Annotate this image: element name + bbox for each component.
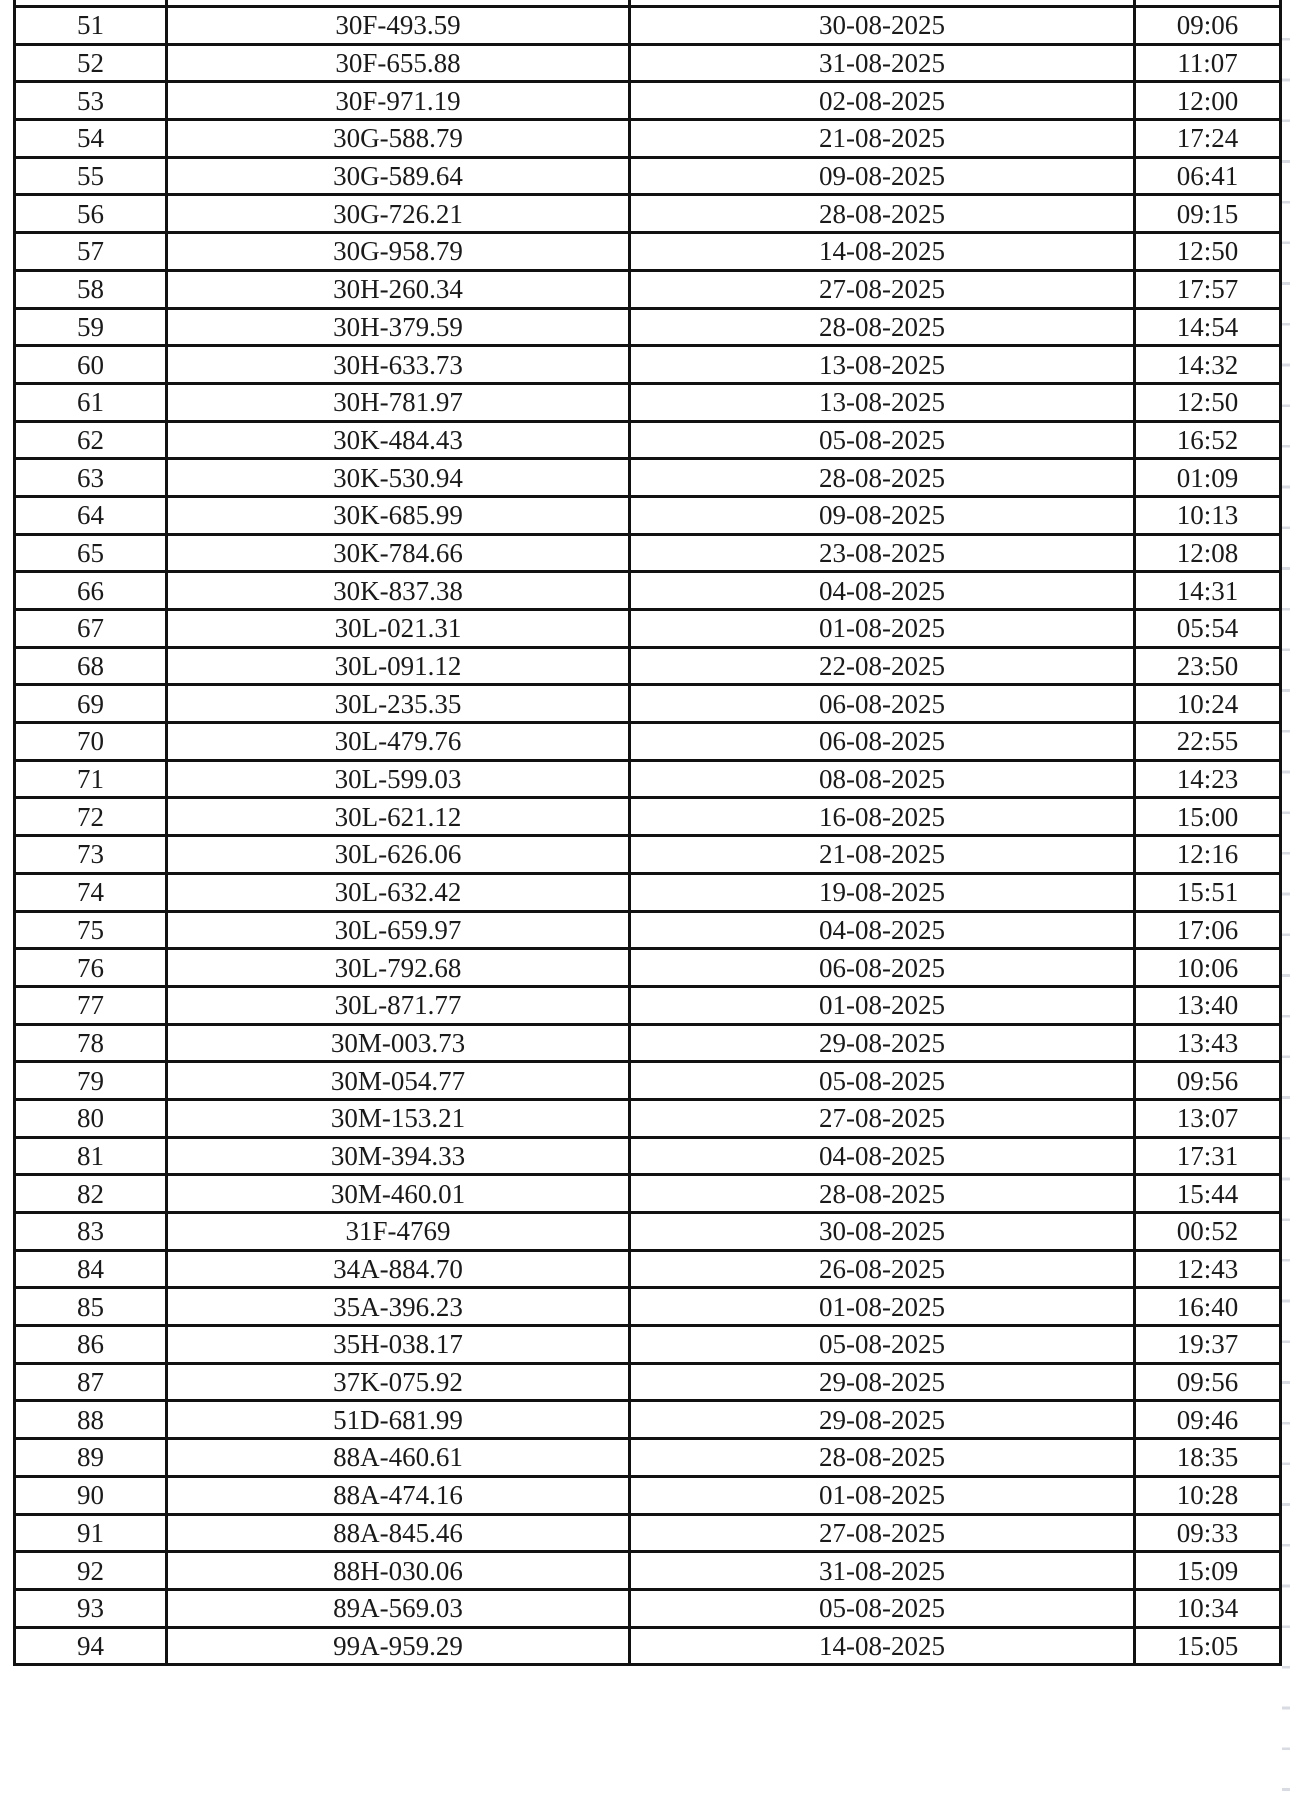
cell-no: 56 — [15, 195, 167, 233]
cell-date: 05-08-2025 — [630, 1589, 1135, 1627]
cell-no: 82 — [15, 1175, 167, 1213]
cell-date: 21-08-2025 — [630, 836, 1135, 874]
table-row — [15, 1589, 1281, 1627]
cell-no: 86 — [15, 1326, 167, 1364]
table-row — [15, 1476, 1281, 1514]
cell-date: 29-08-2025 — [630, 1024, 1135, 1062]
table-row — [15, 1137, 1281, 1175]
cell-time: 11:07 — [1135, 44, 1281, 82]
cell-no: 77 — [15, 986, 167, 1024]
cell-no: 67 — [15, 610, 167, 648]
records-table — [13, 0, 1282, 1666]
table-row — [15, 723, 1281, 761]
cell-time: 12:43 — [1135, 1250, 1281, 1288]
cell-no: 61 — [15, 383, 167, 421]
cell-date: 23-08-2025 — [630, 534, 1135, 572]
table-row — [15, 1514, 1281, 1552]
cell-time: 10:06 — [1135, 949, 1281, 987]
cell-no: 63 — [15, 459, 167, 497]
cell-time: 12:50 — [1135, 383, 1281, 421]
cell-no: 52 — [15, 44, 167, 82]
table-row — [15, 82, 1281, 120]
cell-no: 69 — [15, 685, 167, 723]
table-row — [15, 760, 1281, 798]
table-row — [15, 1288, 1281, 1326]
cell-plate: 30L-621.12 — [167, 798, 630, 836]
cell-no: 55 — [15, 157, 167, 195]
cell-no: 57 — [15, 233, 167, 271]
cell-date: 05-08-2025 — [630, 1062, 1135, 1100]
cell-plate: 30F-971.19 — [167, 82, 630, 120]
cell-no: 85 — [15, 1288, 167, 1326]
cell-no: 72 — [15, 798, 167, 836]
cell-no: 78 — [15, 1024, 167, 1062]
cell-time: 16:52 — [1135, 421, 1281, 459]
cell-plate: 30L-632.42 — [167, 873, 630, 911]
cell-time: 12:08 — [1135, 534, 1281, 572]
cell-time: 09:33 — [1135, 1514, 1281, 1552]
cell-date: 13-08-2025 — [630, 383, 1135, 421]
cell-time: 17:24 — [1135, 120, 1281, 158]
cell-time: 06:41 — [1135, 157, 1281, 195]
cell-plate: 99A-959.29 — [167, 1627, 630, 1665]
cell-no: 76 — [15, 949, 167, 987]
cell-plate: 30L-235.35 — [167, 685, 630, 723]
cell-plate: 51D-681.99 — [167, 1401, 630, 1439]
table-row — [15, 873, 1281, 911]
cell-date: 08-08-2025 — [630, 760, 1135, 798]
cell-no: 84 — [15, 1250, 167, 1288]
cell-date: 04-08-2025 — [630, 1137, 1135, 1175]
records-table-body — [15, 0, 1281, 1665]
cell-plate: 88A-460.61 — [167, 1439, 630, 1477]
table-row — [15, 534, 1281, 572]
cell-time: 16:40 — [1135, 1288, 1281, 1326]
cell-plate: 30F-493.59 — [167, 7, 630, 45]
cell-plate: 37K-075.92 — [167, 1363, 630, 1401]
cell-no: 79 — [15, 1062, 167, 1100]
cell-date: 05-08-2025 — [630, 1326, 1135, 1364]
cell-date: 06-08-2025 — [630, 685, 1135, 723]
cell-plate: 30G-588.79 — [167, 120, 630, 158]
cell-time: 09:46 — [1135, 1401, 1281, 1439]
table-row — [15, 7, 1281, 45]
cell-plate: 88A-845.46 — [167, 1514, 630, 1552]
cell-plate: 30M-003.73 — [167, 1024, 630, 1062]
cell-date: 31-08-2025 — [630, 1552, 1135, 1590]
cell-date: 27-08-2025 — [630, 1099, 1135, 1137]
cell-plate: 30G-589.64 — [167, 157, 630, 195]
cell-plate: 30H-379.59 — [167, 308, 630, 346]
cell-no: 53 — [15, 82, 167, 120]
cell-date: 19-08-2025 — [630, 873, 1135, 911]
cell-plate: 30L-626.06 — [167, 836, 630, 874]
cell-time: 22:55 — [1135, 723, 1281, 761]
table-row — [15, 1627, 1281, 1665]
cell-no: 66 — [15, 572, 167, 610]
cell-date: 28-08-2025 — [630, 459, 1135, 497]
cell-time: 14:32 — [1135, 346, 1281, 384]
cell-plate: 30K-484.43 — [167, 421, 630, 459]
cell-date: 29-08-2025 — [630, 1363, 1135, 1401]
cell-date: 28-08-2025 — [630, 308, 1135, 346]
cell-no: 88 — [15, 1401, 167, 1439]
cell-no: 71 — [15, 760, 167, 798]
cell-time: 10:24 — [1135, 685, 1281, 723]
cell-plate: 30G-958.79 — [167, 233, 630, 271]
cell-plate: 31F-4769 — [167, 1213, 630, 1251]
cell-date: 16-08-2025 — [630, 798, 1135, 836]
cell-no: 65 — [15, 534, 167, 572]
table-row — [15, 949, 1281, 987]
cell-plate: 30M-054.77 — [167, 1062, 630, 1100]
cell-time: 09:15 — [1135, 195, 1281, 233]
cell-date: 30-08-2025 — [630, 7, 1135, 45]
cell-time: 13:07 — [1135, 1099, 1281, 1137]
cell-time: 15:09 — [1135, 1552, 1281, 1590]
cell-date: 01-08-2025 — [630, 1288, 1135, 1326]
cell-no: 59 — [15, 308, 167, 346]
cell-date: 14-08-2025 — [630, 233, 1135, 271]
cell-time: 13:43 — [1135, 1024, 1281, 1062]
cell-time: 18:35 — [1135, 1439, 1281, 1477]
cell-date: 09-08-2025 — [630, 157, 1135, 195]
cell-no: 54 — [15, 120, 167, 158]
cell-plate: 35H-038.17 — [167, 1326, 630, 1364]
cell-date: 21-08-2025 — [630, 120, 1135, 158]
cell-time: 19:37 — [1135, 1326, 1281, 1364]
cell-time: 00:52 — [1135, 1213, 1281, 1251]
cell-date: 27-08-2025 — [630, 1514, 1135, 1552]
cell-date: 30-08-2025 — [630, 1213, 1135, 1251]
table-row — [15, 1439, 1281, 1477]
table-row — [15, 986, 1281, 1024]
table-row — [15, 836, 1281, 874]
cell-time: 13:40 — [1135, 986, 1281, 1024]
table-row — [15, 1213, 1281, 1251]
table-row — [15, 1552, 1281, 1590]
cell-date: 27-08-2025 — [630, 270, 1135, 308]
table-row — [15, 572, 1281, 610]
cell-time: 15:44 — [1135, 1175, 1281, 1213]
table-row — [15, 120, 1281, 158]
table-row — [15, 157, 1281, 195]
cell-no: 89 — [15, 1439, 167, 1477]
cell-plate: 30K-530.94 — [167, 459, 630, 497]
cell-time: 12:50 — [1135, 233, 1281, 271]
cell-time: 12:00 — [1135, 82, 1281, 120]
cell-plate: 30H-260.34 — [167, 270, 630, 308]
table-row — [15, 44, 1281, 82]
cell-no: 80 — [15, 1099, 167, 1137]
cell-no: 87 — [15, 1363, 167, 1401]
cell-plate: 30L-091.12 — [167, 647, 630, 685]
cell-no: 90 — [15, 1476, 167, 1514]
table-row — [15, 383, 1281, 421]
cell-date: 06-08-2025 — [630, 723, 1135, 761]
cell-date: 22-08-2025 — [630, 647, 1135, 685]
cell-time: 10:13 — [1135, 496, 1281, 534]
cell-date: 06-08-2025 — [630, 949, 1135, 987]
table-row — [15, 1175, 1281, 1213]
cell-time: 12:16 — [1135, 836, 1281, 874]
table-row — [15, 1062, 1281, 1100]
cell-date: 04-08-2025 — [630, 911, 1135, 949]
table-row — [15, 1326, 1281, 1364]
cell-plate: 30K-784.66 — [167, 534, 630, 572]
table-row — [15, 685, 1281, 723]
table-row — [15, 270, 1281, 308]
cell-plate: 30L-792.68 — [167, 949, 630, 987]
cell-no: 83 — [15, 1213, 167, 1251]
table-row — [15, 1363, 1281, 1401]
cell-no: 74 — [15, 873, 167, 911]
table-row — [15, 911, 1281, 949]
cell-plate: 30L-599.03 — [167, 760, 630, 798]
table-row — [15, 421, 1281, 459]
cell-date: 28-08-2025 — [630, 1439, 1135, 1477]
cell-no: 94 — [15, 1627, 167, 1665]
cell-time: 10:34 — [1135, 1589, 1281, 1627]
table-row — [15, 1401, 1281, 1439]
cell-date: 13-08-2025 — [630, 346, 1135, 384]
cell-date: 31-08-2025 — [630, 44, 1135, 82]
cell-time: 17:57 — [1135, 270, 1281, 308]
table-row — [15, 1099, 1281, 1137]
cell-no: 73 — [15, 836, 167, 874]
cell-plate: 30L-659.97 — [167, 911, 630, 949]
cell-no: 75 — [15, 911, 167, 949]
table-row — [15, 1250, 1281, 1288]
cell-date: 14-08-2025 — [630, 1627, 1135, 1665]
cell-plate: 30M-153.21 — [167, 1099, 630, 1137]
table-row — [15, 1024, 1281, 1062]
table-row — [15, 798, 1281, 836]
cell-plate: 30H-781.97 — [167, 383, 630, 421]
cell-time: 14:54 — [1135, 308, 1281, 346]
cell-no: 92 — [15, 1552, 167, 1590]
cell-no: 51 — [15, 7, 167, 45]
cell-no: 81 — [15, 1137, 167, 1175]
table-row — [15, 308, 1281, 346]
cell-date: 01-08-2025 — [630, 986, 1135, 1024]
table-row — [15, 496, 1281, 534]
cell-no: 93 — [15, 1589, 167, 1627]
cell-plate: 30L-479.76 — [167, 723, 630, 761]
cell-plate: 34A-884.70 — [167, 1250, 630, 1288]
cell-time: 05:54 — [1135, 610, 1281, 648]
cell-plate: 88H-030.06 — [167, 1552, 630, 1590]
cell-date: 04-08-2025 — [630, 572, 1135, 610]
cell-time: 14:31 — [1135, 572, 1281, 610]
table-row — [15, 459, 1281, 497]
cell-time: 17:31 — [1135, 1137, 1281, 1175]
cell-plate: 30H-633.73 — [167, 346, 630, 384]
cell-time: 23:50 — [1135, 647, 1281, 685]
cell-time: 09:56 — [1135, 1062, 1281, 1100]
sheet-grid-margin — [1282, 0, 1290, 1810]
cell-time: 17:06 — [1135, 911, 1281, 949]
cell-date: 09-08-2025 — [630, 496, 1135, 534]
cell-time: 15:00 — [1135, 798, 1281, 836]
cell-time: 14:23 — [1135, 760, 1281, 798]
cell-plate: 30F-655.88 — [167, 44, 630, 82]
cell-plate: 30G-726.21 — [167, 195, 630, 233]
cell-plate: 35A-396.23 — [167, 1288, 630, 1326]
cell-plate: 88A-474.16 — [167, 1476, 630, 1514]
cell-no: 68 — [15, 647, 167, 685]
cell-date: 05-08-2025 — [630, 421, 1135, 459]
cell-plate: 30K-837.38 — [167, 572, 630, 610]
cell-no: 70 — [15, 723, 167, 761]
table-row — [15, 610, 1281, 648]
cell-time: 15:51 — [1135, 873, 1281, 911]
cell-plate: 30L-021.31 — [167, 610, 630, 648]
cell-plate: 30M-394.33 — [167, 1137, 630, 1175]
cell-date: 01-08-2025 — [630, 610, 1135, 648]
cell-date: 28-08-2025 — [630, 1175, 1135, 1213]
cell-time: 10:28 — [1135, 1476, 1281, 1514]
cell-time: 01:09 — [1135, 459, 1281, 497]
table-row — [15, 647, 1281, 685]
cell-no: 62 — [15, 421, 167, 459]
table-row — [15, 195, 1281, 233]
cell-no: 58 — [15, 270, 167, 308]
cell-time: 15:05 — [1135, 1627, 1281, 1665]
cell-time: 09:56 — [1135, 1363, 1281, 1401]
cell-time: 09:06 — [1135, 7, 1281, 45]
cell-no: 91 — [15, 1514, 167, 1552]
cell-date: 29-08-2025 — [630, 1401, 1135, 1439]
cell-date: 28-08-2025 — [630, 195, 1135, 233]
cell-date: 01-08-2025 — [630, 1476, 1135, 1514]
table-row — [15, 346, 1281, 384]
cell-plate: 30L-871.77 — [167, 986, 630, 1024]
cell-date: 02-08-2025 — [630, 82, 1135, 120]
cell-no: 60 — [15, 346, 167, 384]
cell-plate: 30M-460.01 — [167, 1175, 630, 1213]
cell-plate: 30K-685.99 — [167, 496, 630, 534]
cell-date: 26-08-2025 — [630, 1250, 1135, 1288]
table-row — [15, 233, 1281, 271]
cell-plate: 89A-569.03 — [167, 1589, 630, 1627]
cell-no: 64 — [15, 496, 167, 534]
